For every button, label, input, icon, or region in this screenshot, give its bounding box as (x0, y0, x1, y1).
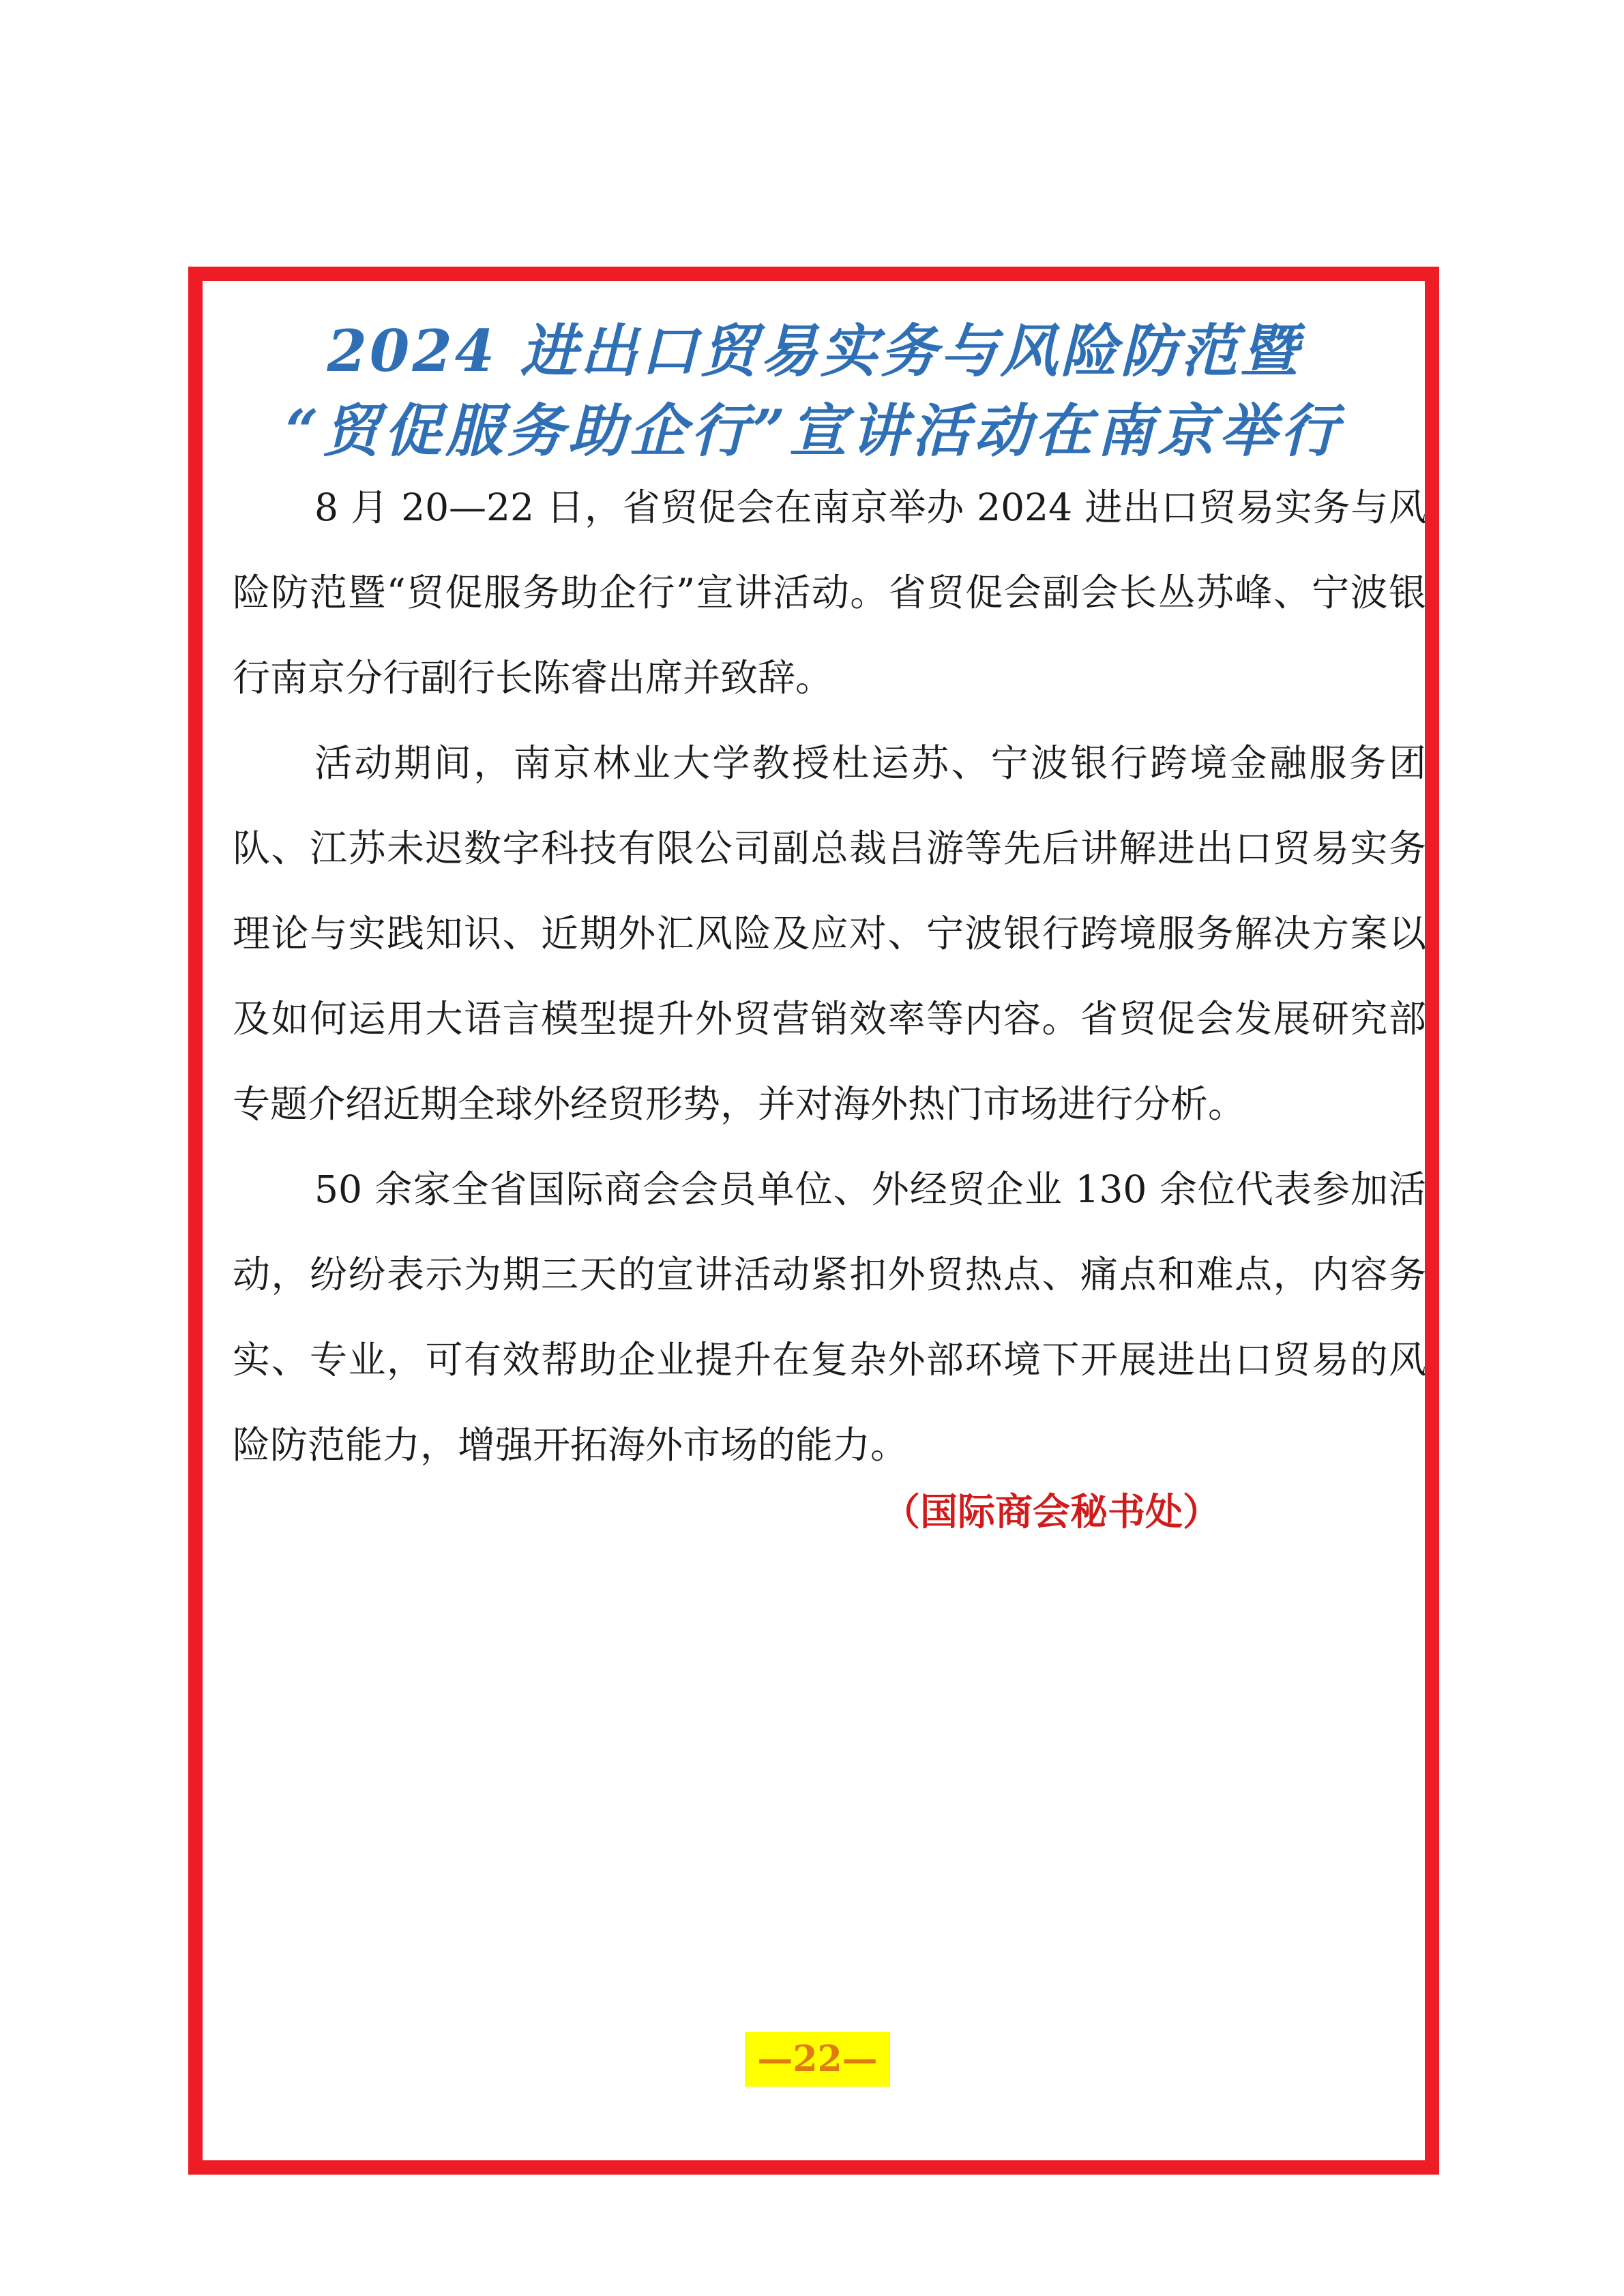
article-title-line-2: “贸促服务助企行”宣讲活动在南京举行 (285, 397, 1342, 464)
article-body (233, 465, 1426, 1488)
body-paragraph-2: 活动期间，南京林业大学教授杜运苏、宁波银行跨境金融服务团队、江苏未迟数字科技有限公司副总裁吕游等先后讲解进出口贸易实务理论与实践知识、近期外汇风险及应对、宁波银行跨境服务解决方案以及如何运用大语言模型提升外贸营销效率等内容。省贸促会发展研究部专题介绍近期全球外经贸形势，并对海外热门市场进行分析。 (233, 741, 1426, 1126)
body-paragraph-3: 50 余家全省国际商会会员单位、外经贸企业 130 余位代表参加活动，纷纷表示为期三天的宣讲活动紧扣外贸热点、痛点和难点，内容务实、专业，可有效帮助企业提升在复杂外部环境下开展进出口贸易的风险防范能力，增强开拓海外市场的能力。 (233, 1167, 1426, 1467)
article-title-line-1: 2024 进出口贸易实务与风险防范暨 (327, 317, 1301, 385)
body-paragraph-1: 8 月 20—22 日，省贸促会在南京举办 2024 进出口贸易实务与风险防范暨“贸促服务助企行”宣讲活动。省贸促会副会长丛苏峰、宁波银行南京分行副行长陈睿出席并致辞。 (233, 486, 1426, 700)
page-number: —22— (745, 2032, 890, 2087)
article-signature: （国际商会秘书处） (882, 1489, 1220, 1534)
page-border-frame (188, 267, 1439, 2175)
